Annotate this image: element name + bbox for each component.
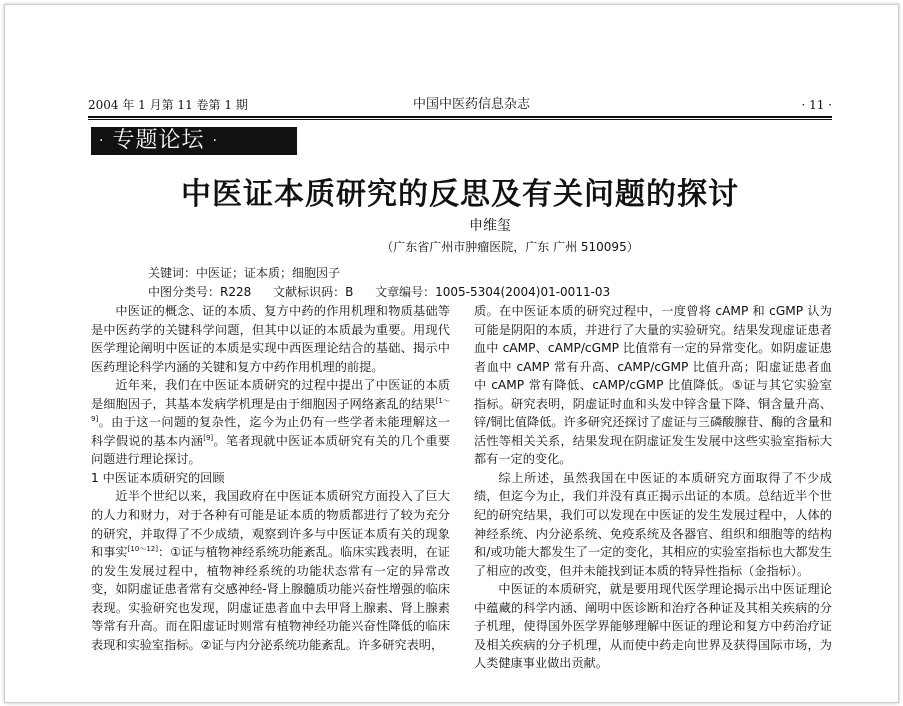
citation: [1～9] [91, 396, 451, 424]
citation: [9] [203, 433, 214, 442]
paragraph: 中医证的概念、证的本质、复方中药的作用机理和物质基础等是中医药学的关键科学问题，但其中以证的本质最为重要。用现代医学理论阐明中医证的本质是实现中西医理论结合的基础、揭示中医药理论科学内涵的关键和复方中药作用机理的前提。 [91, 304, 450, 374]
journal-name: 中国中医药信息杂志 [413, 97, 531, 112]
paragraph-text: 。由于这一问题的复杂性，迄今为止仍有一些学者未能理解这一科学假说的基本内涵 [91, 415, 450, 448]
journal-issue: 2004 年 1 月第 11 卷第 1 期 [88, 98, 248, 112]
paragraph [91, 487, 450, 654]
page-number: · 11 · [801, 98, 832, 112]
paragraph: 中医证的本质研究，就是要用现代医学理论揭示出中医证理论中蕴藏的科学内涵、阐明中医诊断和治疗各种证及其相关疾病的分子机理，使得国外医学界能够理解中医证的理论和复方中药治疗证及相关疾病的分子机理，从而使中药走向世界及获得国际市场，为人类健康事业做出贡献。 [474, 582, 832, 671]
paragraph-text: ：①证与植物神经系统功能紊乱。临床实践表明，在证的发生发展过程中，植物神经系统的功能状态常有一定的异常改变，如阴虚证患者常有交感神经-肾上腺髓质功能兴奋性增强的临床表现。实验研究也发现，阴虚证患者血中去甲肾上腺素、肾上腺素等常有升高。而在阳虚证时则常有植物神经功能兴奋性降低的临床表现和实验室指标。②证与内分泌系统功能紊乱。许多研究表明， [91, 545, 450, 652]
paragraph: 综上所述，虽然我国在中医证的本质研究方面取得了不少成绩，但迄今为止，我们并没有真正揭示出证的本质。总结近半个世纪的研究结果，我们可以发现在中医证的发生发展过程中，人体的神经系统、内分泌系统、免疫系统及各器官、组织和细胞等的结构和/或功能大都发生了一定的变化，其相应的实验室指标也大都发生了相应的改变，但并未能找到证本质的特异性指标（金指标）。 [474, 470, 832, 578]
author: 申维玺 [469, 218, 511, 234]
left-column [91, 302, 450, 654]
paragraph-text: 近半个世纪以来，我国政府在中医证本质研究方面投入了巨大的人力和财力，对于各种有可能是证本质的物质都进行了较为充分的研究，并取得了不少成绩，观察到许多与中医证本质有关的现象和事实 [91, 489, 450, 560]
paragraph-text: 近年来，我们在中医证本质研究的过程中提出了中医证的本质是细胞因子，其基本发病学机理是由于细胞因子网络紊乱的结果 [91, 378, 450, 411]
banner-dot-right: · [212, 133, 218, 149]
right-column [474, 302, 832, 673]
affiliation: （广东省广州市肿瘤医院，广东 广州 510095） [381, 240, 639, 254]
section-heading: 1 中医证本质研究的回顾 [91, 470, 225, 485]
column-banner-label: 专题论坛 [112, 128, 205, 153]
clc-number: 中图分类号：R228 [148, 285, 252, 299]
header-rule-thin [88, 119, 832, 120]
article-number: 文章编号：1005-5304(2004)01-0011-03 [375, 285, 611, 299]
running-header [88, 96, 832, 114]
doc-code: 文献标识码：B [273, 285, 354, 299]
header-rule-thick [88, 116, 832, 118]
paragraph [91, 376, 450, 469]
banner-dot-left: · [99, 133, 105, 149]
column-banner [91, 127, 297, 155]
paragraph-text: 。笔者现就中医证本质研究有关的几个重要问题进行理论探讨。 [91, 433, 451, 467]
keywords: 关键词：中医证；证本质；细胞因子 [148, 266, 341, 280]
classification-line [148, 283, 628, 301]
article-title: 中医证本质研究的反思及有关问题的探讨 [181, 177, 739, 212]
paragraph: 质。在中医证本质的研究过程中，一度曾将 cAMP 和 cGMP 认为可能是阴阳的本质，并进行了大量的实验研究。结果发现虚证患者血中 cAMP、cAMP/cGMP 比值常有一定的异常变化。如阴虚证患者血中 cAMP 常有升高、cAMP/cGMP 比值升高；阳虚证患者血中 cAMP 常有降低、cAMP/cGMP 比值降低。⑤证与其它实验室指标。研究表明，阴虚证时血和头发中锌含量下降、铜含量升高、锌/铜比值降低。许多研究还探讨了虚证与三磷酸腺苷、酶的含量和活性等相关关系，结果发现在阴虚证发生发展中这些实验室指标大都有一定的变化。 [474, 304, 832, 467]
citation: [10～12] [127, 545, 158, 554]
